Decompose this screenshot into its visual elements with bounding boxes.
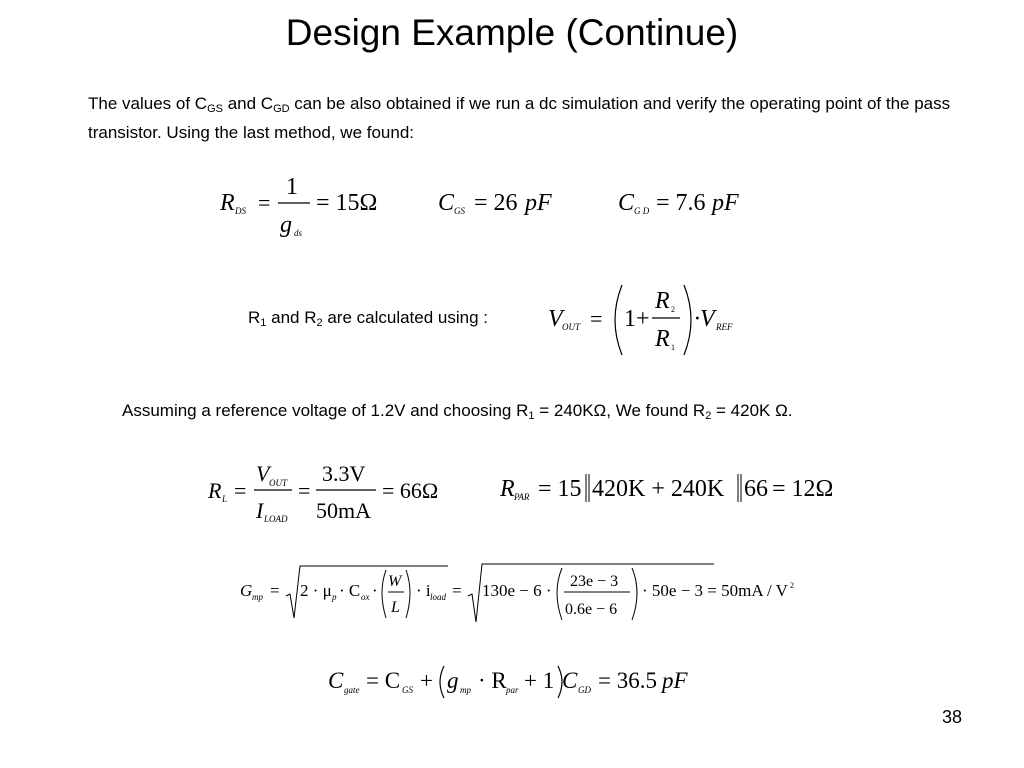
gmp-f2-sub: ox [361, 592, 370, 602]
rds-lhs-sub: DS [235, 206, 246, 216]
cgs-lhs-sub: GS [454, 206, 465, 216]
rl-num: V [256, 461, 270, 486]
gmp-val1: 130e − 6 · [482, 581, 552, 600]
rl-result: = 66Ω [382, 478, 439, 503]
intro-text-3: can be also obtained if we run a dc simulation and verify the operating point of the pass transistor. Using the last method, we found: [88, 94, 951, 142]
rds-den-sub: ds [294, 228, 303, 238]
cgate-plus: + [420, 668, 433, 693]
vout-rhs: ·V [694, 306, 715, 332]
resistors-text [248, 308, 488, 329]
svg-text:=: = [452, 581, 462, 600]
rds-result: = 15Ω [316, 190, 378, 216]
resistors-end-text: are calculated using : [322, 308, 489, 327]
rpar-expr3: 66 [744, 476, 768, 502]
gmp-f3-sub: load [430, 592, 447, 602]
rl-den2: 50mA [316, 498, 371, 523]
equation-cgate [326, 660, 706, 702]
vout-den: R [655, 326, 670, 352]
cgate-r: · R [478, 668, 507, 693]
rl-den-sub: LOAD [264, 514, 288, 524]
r2-sub: 2 [316, 317, 323, 329]
vout-num-sub: 2 [671, 305, 675, 314]
slide-title: Design Example (Continue) [285, 12, 739, 53]
svg-text:=: = [298, 478, 311, 503]
rds-num: 1 [286, 174, 298, 200]
cgate-r-sub: par [506, 685, 519, 695]
equation-gmp [238, 562, 818, 628]
rl-num2: 3.3V [322, 461, 366, 486]
assumption-text [122, 401, 793, 422]
resistors-mid-text: and R [266, 308, 317, 327]
gmp-f1-sub: p [332, 592, 337, 602]
gmp-den: 0.6e − 6 [565, 601, 618, 618]
svg-text:=: = [590, 306, 603, 331]
gmp-sup: 2 [790, 581, 794, 590]
rds-den: g [280, 212, 292, 238]
cgd-unit: pF [712, 190, 739, 216]
cgate-lhs: C [328, 668, 344, 693]
assumption-sub-1: 1 [528, 410, 535, 422]
equation-rl [206, 458, 456, 528]
intro-sub-gs: GS [207, 103, 223, 115]
equation-vout [546, 280, 746, 360]
rpar-result: = 12Ω [772, 476, 834, 502]
cgate-lhs-sub: gate [344, 685, 360, 695]
intro-text-2: and C [222, 94, 274, 113]
gmp-val2: · 50e − 3 = 50mA / V [642, 581, 788, 600]
assumption-text-2: = 240KΩ, We found R [534, 401, 706, 420]
rl-den: I [256, 498, 264, 523]
vout-den-sub: 1 [671, 343, 675, 352]
vout-one: 1+ [624, 306, 650, 332]
cgd-lhs-sub: G D [634, 206, 650, 216]
equation-rds [218, 170, 388, 240]
vout-lhs: V [548, 306, 563, 332]
vout-lhs-sub: OUT [562, 322, 581, 332]
gmp-f1: 2 · μ [300, 581, 332, 600]
rl-lhs-sub: L [222, 494, 228, 504]
equation-cgd [616, 180, 766, 220]
vout-rhs-sub: REF [716, 322, 733, 332]
assumption-text-1: Assuming a reference voltage of 1.2V and choosing R [122, 401, 529, 420]
gmp-num: 23e − 3 [570, 573, 619, 590]
svg-text:=: = [234, 478, 247, 503]
cgate-one: + 1 [524, 668, 555, 693]
rds-lhs: R [220, 190, 235, 216]
cgate-c: C [562, 668, 578, 693]
gmp-f3: · i [416, 581, 431, 600]
cgate-eq-sub: GS [402, 685, 413, 695]
svg-text:=: = [270, 581, 280, 600]
rpar-expr2: 420K + 240K [592, 476, 725, 502]
page-number: 38 [941, 707, 962, 727]
gmp-dot: · [372, 581, 378, 600]
assumption-sub-2: 2 [705, 410, 712, 422]
cgate-g: g [447, 668, 459, 693]
cgate-g-sub: mp [460, 685, 471, 695]
r1-sub: 1 [260, 317, 267, 329]
rpar-expr1: = 15 [538, 476, 582, 502]
rpar-lhs-sub: PAR [514, 492, 530, 502]
rl-num-sub: OUT [269, 478, 288, 488]
gmp-l: L [391, 599, 400, 616]
cgate-result: = 36.5 [598, 668, 657, 693]
gmp-lhs-sub: mp [252, 592, 263, 602]
equation-cgs [436, 180, 576, 220]
intro-text-1: The values of C [88, 94, 208, 113]
cgs-unit: pF [525, 190, 552, 216]
svg-text:=: = [258, 190, 271, 215]
intro-paragraph [88, 92, 968, 144]
cgate-eq: = C [366, 668, 401, 693]
cgs-lhs: C [438, 190, 455, 216]
gmp-lhs: G [240, 581, 253, 600]
cgs-result: = 26 [474, 190, 518, 216]
gmp-f2: · C [339, 581, 361, 600]
cgate-unit: pF [662, 668, 688, 693]
intro-sub-gd: GD [273, 103, 290, 115]
cgd-lhs: C [618, 190, 635, 216]
gmp-w: W [388, 573, 402, 590]
cgd-result: = 7.6 [656, 190, 706, 216]
assumption-text-3: = 420K Ω. [711, 401, 793, 420]
vout-num: R [655, 288, 670, 314]
cgate-c-sub: GD [578, 685, 591, 695]
rpar-lhs: R [500, 476, 515, 502]
rl-lhs: R [208, 478, 222, 503]
equation-rpar [498, 468, 858, 508]
r1-text: R [248, 308, 261, 327]
